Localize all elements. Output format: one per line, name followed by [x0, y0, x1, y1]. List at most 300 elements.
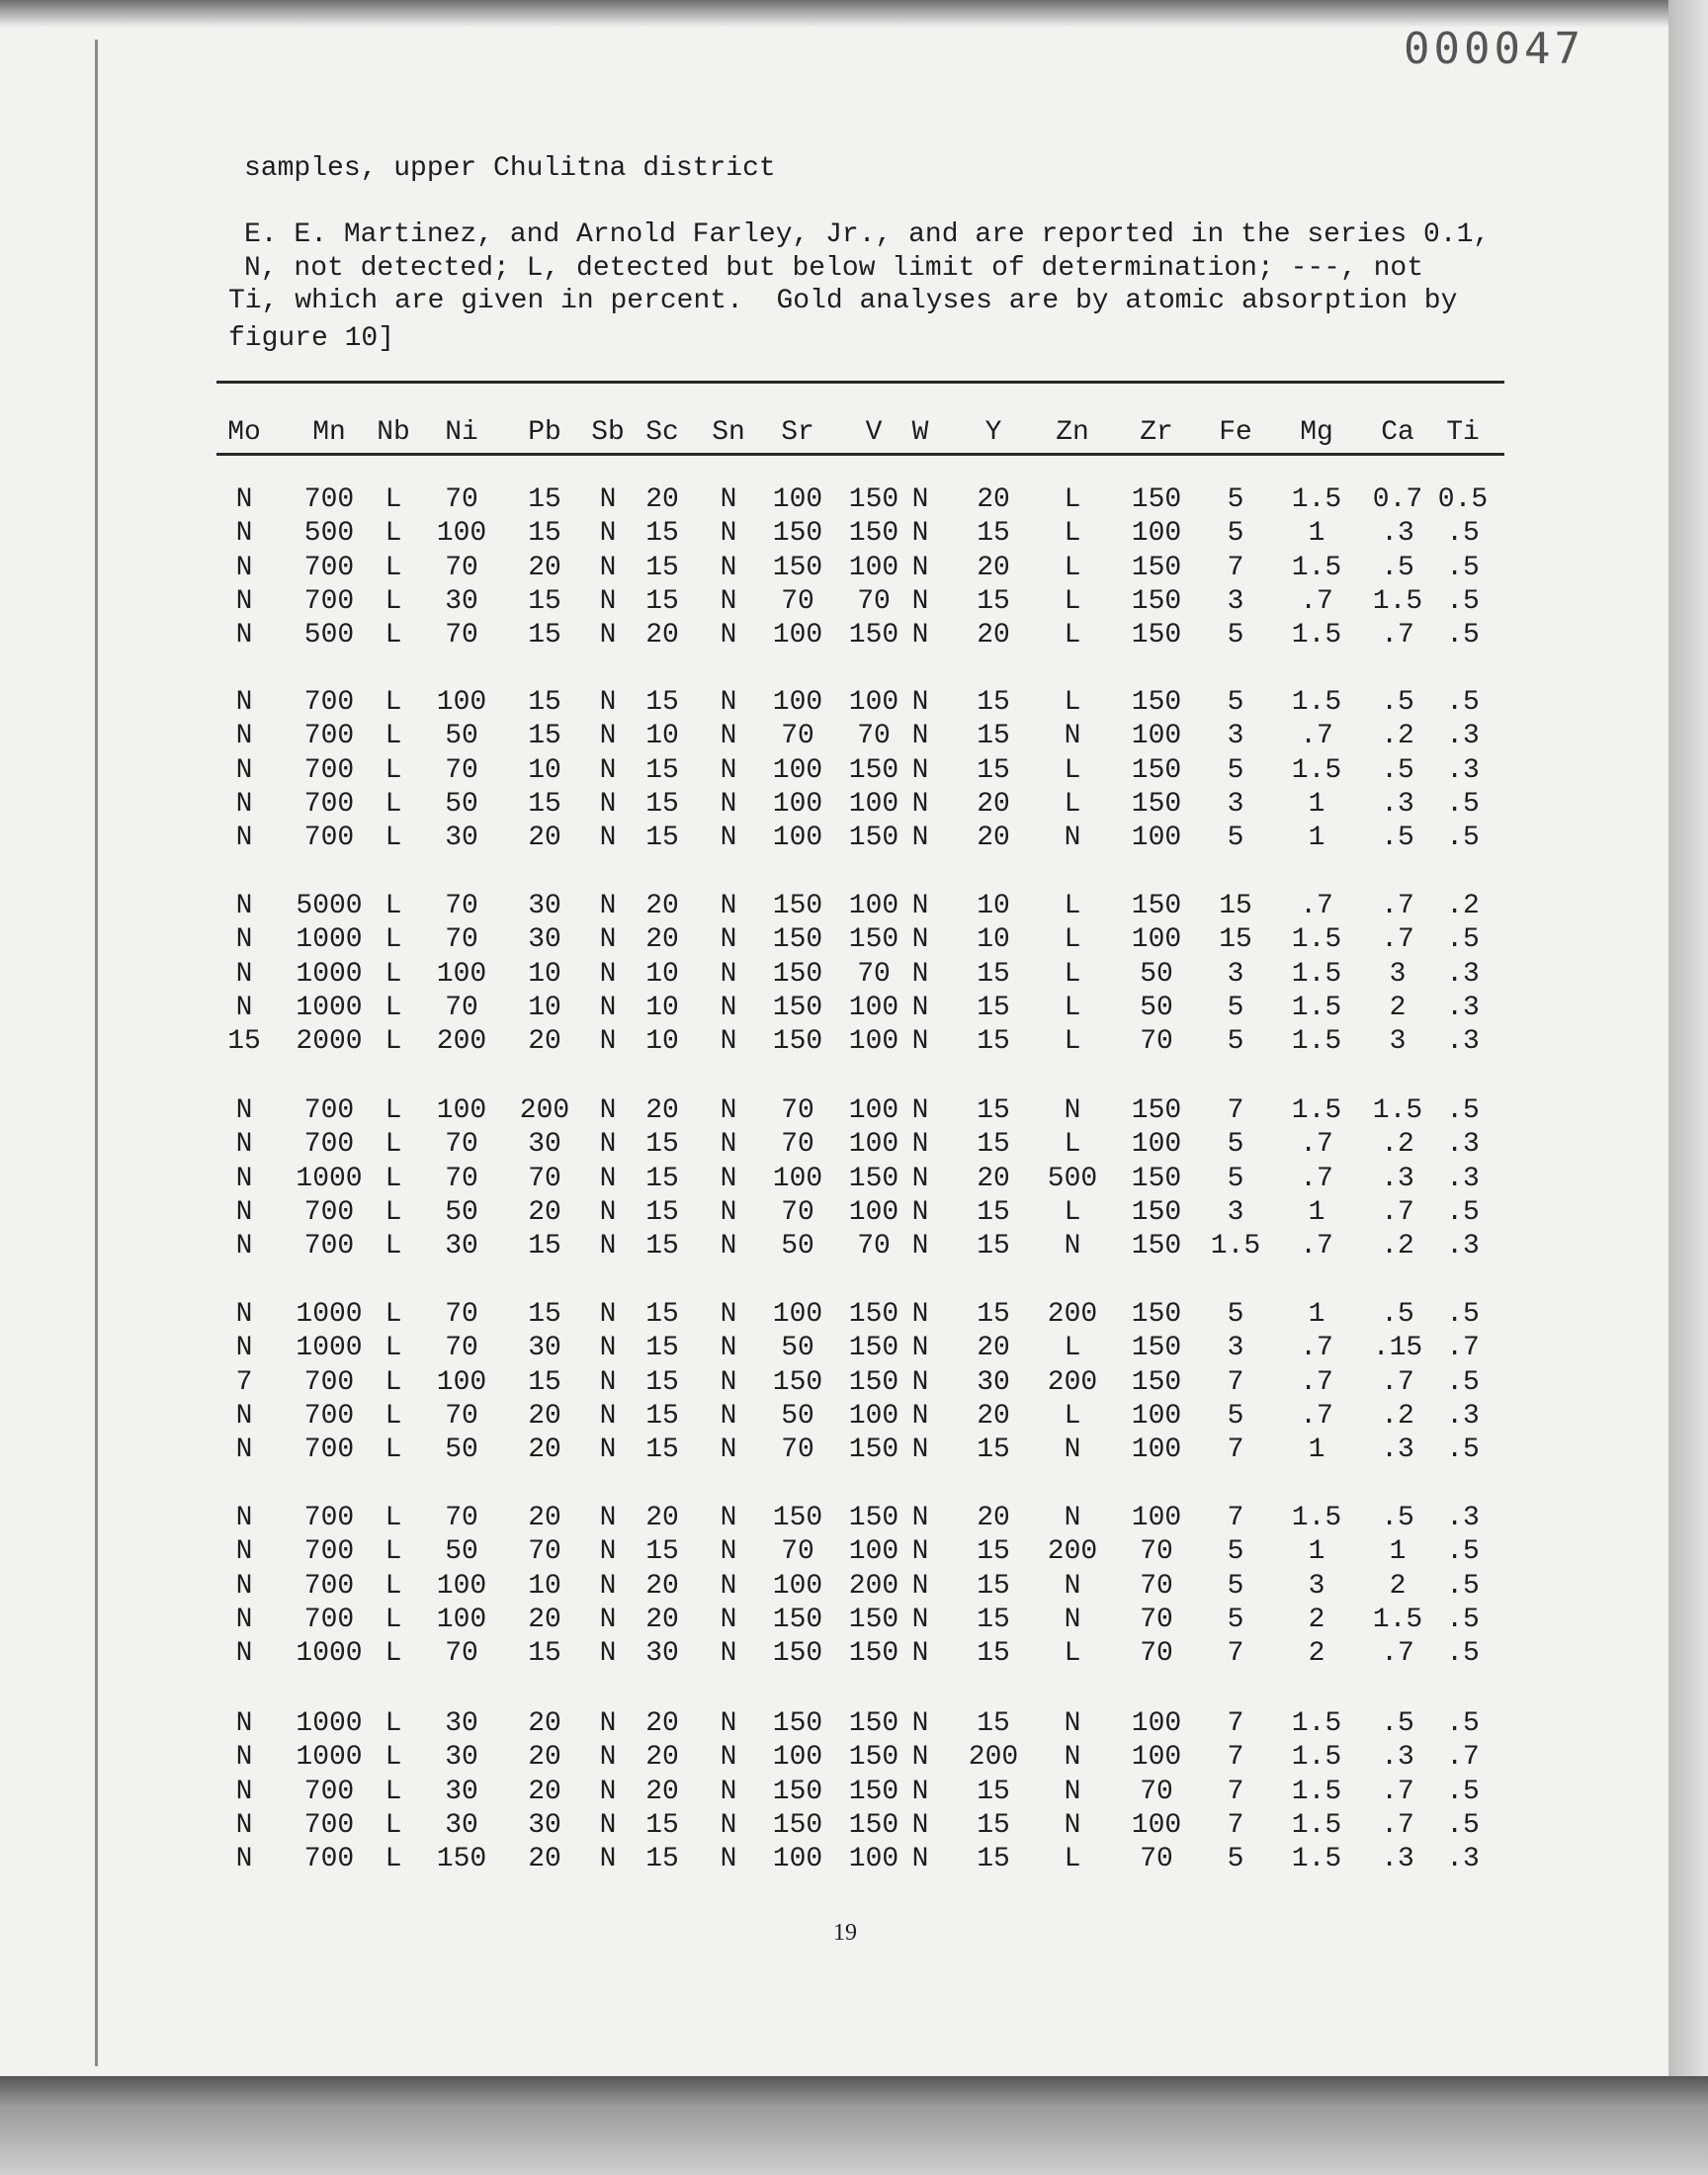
- table-cell-pb: 15: [528, 721, 561, 752]
- column-header-y: Y: [984, 417, 1002, 448]
- table-cell-v: 70: [857, 585, 891, 617]
- table-cell-sb: N: [599, 1366, 617, 1398]
- table-cell-sc: 15: [645, 823, 679, 854]
- table-cell-pb: 15: [528, 585, 561, 617]
- table-cell-pb: 70: [528, 1163, 561, 1194]
- page-stamp-number: 000047: [1404, 24, 1584, 74]
- table-cell-ni: 30: [445, 1231, 478, 1262]
- table-cell-ni: 70: [445, 1129, 478, 1161]
- table-cell-mo: N: [235, 992, 253, 1023]
- table-cell-fe: 7: [1227, 1809, 1244, 1841]
- table-cell-ti: .5: [1446, 1435, 1480, 1466]
- table-cell-zn: N: [1064, 1776, 1081, 1807]
- table-cell-ti: .7: [1446, 1333, 1480, 1364]
- column-header-sb: Sb: [591, 417, 625, 448]
- table-cell-sn: N: [720, 1570, 737, 1602]
- table-cell-v: 100: [848, 1536, 899, 1568]
- table-cell-nb: L: [384, 924, 402, 956]
- table-cell-mg: 1.5: [1291, 1095, 1342, 1126]
- table-cell-sn: N: [720, 1435, 737, 1466]
- table-cell-pb: 30: [528, 1129, 561, 1161]
- table-cell-mg: .7: [1300, 1163, 1333, 1194]
- table-cell-mo: N: [235, 687, 253, 718]
- table-cell-zn: L: [1064, 992, 1081, 1023]
- table-cell-y: 15: [977, 1809, 1010, 1841]
- table-cell-sn: N: [720, 1776, 737, 1807]
- table-cell-y: 20: [977, 552, 1010, 583]
- column-header-nb: Nb: [377, 417, 410, 448]
- caption-line-5: figure 10]: [228, 323, 395, 354]
- table-cell-sc: 10: [645, 992, 679, 1023]
- table-cell-ca: 1.5: [1372, 585, 1423, 617]
- table-cell-fe: 3: [1227, 1333, 1244, 1364]
- table-cell-sb: N: [599, 1570, 617, 1602]
- table-cell-zr: 100: [1131, 1708, 1182, 1739]
- table-cell-pb: 15: [528, 484, 561, 515]
- table-cell-sc: 20: [645, 1742, 679, 1774]
- table-cell-ni: 100: [436, 1604, 487, 1635]
- table-cell-w: N: [911, 1366, 929, 1398]
- table-cell-sc: 20: [645, 1570, 679, 1602]
- table-cell-w: N: [911, 1776, 929, 1807]
- table-cell-sb: N: [599, 585, 617, 617]
- table-cell-ca: .15: [1372, 1333, 1423, 1364]
- caption-line-3: N, not detected; L, detected but below limit of determination; ---, not: [244, 253, 1423, 284]
- table-cell-ca: .7: [1381, 924, 1414, 956]
- table-cell-nb: L: [384, 484, 402, 515]
- table-cell-ca: .5: [1381, 552, 1414, 583]
- table-cell-sb: N: [599, 1129, 617, 1161]
- table-cell-nb: L: [384, 1163, 402, 1194]
- table-cell-sn: N: [720, 518, 737, 550]
- table-cell-ni: 70: [445, 924, 478, 956]
- table-cell-mn: 700: [303, 1435, 355, 1466]
- table-cell-mo: N: [235, 552, 253, 583]
- table-cell-mg: .7: [1300, 891, 1333, 921]
- table-cell-sn: N: [720, 891, 737, 921]
- table-cell-pb: 15: [528, 788, 561, 820]
- table-cell-mn: 700: [303, 1196, 355, 1228]
- table-cell-mg: 1: [1308, 518, 1325, 550]
- table-cell-sc: 20: [645, 620, 679, 652]
- table-cell-sb: N: [599, 788, 617, 820]
- table-cell-sn: N: [720, 484, 737, 515]
- table-cell-sr: 150: [772, 1638, 823, 1670]
- table-cell-pb: 15: [528, 1299, 561, 1330]
- table-cell-fe: 1.5: [1210, 1231, 1261, 1262]
- table-cell-w: N: [911, 518, 929, 550]
- table-cell-zn: N: [1064, 1435, 1081, 1466]
- table-cell-sc: 15: [645, 1536, 679, 1568]
- table-cell-ca: 3: [1389, 1026, 1407, 1058]
- table-cell-w: N: [911, 754, 929, 786]
- table-cell-mn: 2000: [296, 1026, 363, 1058]
- table-cell-zr: 50: [1140, 958, 1173, 990]
- table-cell-pb: 20: [528, 823, 561, 854]
- table-cell-zr: 100: [1131, 1400, 1182, 1432]
- table-cell-zr: 150: [1131, 788, 1182, 820]
- table-cell-ni: 70: [445, 1400, 478, 1432]
- table-cell-sc: 20: [645, 891, 679, 921]
- table-cell-sb: N: [599, 1776, 617, 1807]
- table-cell-fe: 5: [1227, 992, 1244, 1023]
- table-cell-ti: .3: [1446, 754, 1480, 786]
- table-cell-ti: .3: [1446, 1026, 1480, 1058]
- table-cell-zn: L: [1064, 754, 1081, 786]
- table-cell-zr: 70: [1140, 1026, 1173, 1058]
- table-cell-y: 20: [977, 1333, 1010, 1364]
- table-cell-sr: 150: [772, 1026, 823, 1058]
- table-cell-mg: 1.5: [1291, 992, 1342, 1023]
- table-cell-mo: N: [235, 1129, 253, 1161]
- table-cell-sn: N: [720, 1129, 737, 1161]
- table-cell-mg: 1: [1308, 1299, 1325, 1330]
- table-cell-ca: .2: [1381, 1231, 1414, 1262]
- table-cell-y: 200: [968, 1742, 1019, 1774]
- table-cell-w: N: [911, 1299, 929, 1330]
- caption-line-4: Ti, which are given in percent. Gold analyses are by atomic absorption by: [228, 286, 1458, 316]
- table-cell-sc: 15: [645, 1435, 679, 1466]
- table-cell-sn: N: [720, 1366, 737, 1398]
- table-cell-ca: .3: [1381, 1163, 1414, 1194]
- table-cell-w: N: [911, 1435, 929, 1466]
- table-cell-v: 150: [848, 1638, 899, 1670]
- table-cell-v: 150: [848, 1776, 899, 1807]
- table-cell-y: 15: [977, 721, 1010, 752]
- table-cell-sc: 15: [645, 552, 679, 583]
- table-cell-zr: 100: [1131, 1742, 1182, 1774]
- table-cell-y: 20: [977, 1400, 1010, 1432]
- table-cell-sr: 150: [772, 552, 823, 583]
- table-cell-w: N: [911, 823, 929, 854]
- table-cell-sn: N: [720, 754, 737, 786]
- table-cell-fe: 7: [1227, 1708, 1244, 1739]
- table-cell-pb: 30: [528, 1333, 561, 1364]
- table-cell-y: 20: [977, 823, 1010, 854]
- table-cell-sn: N: [720, 1638, 737, 1670]
- table-cell-nb: L: [384, 1400, 402, 1432]
- table-cell-nb: L: [384, 1536, 402, 1568]
- table-cell-zr: 150: [1131, 1095, 1182, 1126]
- table-cell-mo: N: [235, 958, 253, 990]
- table-cell-ni: 50: [445, 1196, 478, 1228]
- table-cell-zn: L: [1064, 1638, 1081, 1670]
- table-cell-sb: N: [599, 1163, 617, 1194]
- table-cell-sb: N: [599, 754, 617, 786]
- table-cell-sr: 100: [772, 1742, 823, 1774]
- table-cell-ti: .3: [1446, 1129, 1480, 1161]
- table-cell-sr: 150: [772, 1776, 823, 1807]
- table-cell-sn: N: [720, 1742, 737, 1774]
- table-cell-mo: N: [235, 1536, 253, 1568]
- column-header-ca: Ca: [1381, 417, 1414, 448]
- table-cell-pb: 15: [528, 687, 561, 718]
- table-cell-ti: .5: [1446, 1570, 1480, 1602]
- table-cell-y: 20: [977, 788, 1010, 820]
- table-cell-mo: N: [235, 1742, 253, 1774]
- table-cell-y: 20: [977, 484, 1010, 515]
- table-cell-ca: .7: [1381, 1776, 1414, 1807]
- column-header-ti: Ti: [1446, 417, 1480, 448]
- table-cell-mo: N: [235, 1570, 253, 1602]
- table-cell-fe: 5: [1227, 1163, 1244, 1194]
- table-cell-mn: 700: [303, 721, 355, 752]
- table-cell-w: N: [911, 1809, 929, 1841]
- table-cell-ni: 100: [436, 687, 487, 718]
- table-cell-ni: 100: [436, 1366, 487, 1398]
- table-cell-mg: 1.5: [1291, 552, 1342, 583]
- table-cell-zr: 100: [1131, 1435, 1182, 1466]
- table-cell-zr: 150: [1131, 1163, 1182, 1194]
- table-cell-zn: L: [1064, 891, 1081, 921]
- table-cell-sr: 70: [781, 1095, 814, 1126]
- table-cell-v: 100: [848, 992, 899, 1023]
- table-cell-sb: N: [599, 891, 617, 921]
- table-cell-mg: 1: [1308, 1536, 1325, 1568]
- table-cell-sb: N: [599, 1503, 617, 1533]
- table-cell-ni: 50: [445, 1536, 478, 1568]
- table-cell-mo: N: [235, 1638, 253, 1670]
- table-cell-sb: N: [599, 687, 617, 718]
- table-cell-fe: 15: [1219, 924, 1252, 956]
- table-cell-mg: .7: [1300, 585, 1333, 617]
- column-header-zn: Zn: [1056, 417, 1089, 448]
- table-cell-ca: .5: [1381, 823, 1414, 854]
- table-cell-mn: 700: [303, 1095, 355, 1126]
- table-cell-sb: N: [599, 1708, 617, 1739]
- table-cell-ti: .5: [1446, 788, 1480, 820]
- table-cell-sb: N: [599, 552, 617, 583]
- table-cell-mn: 1000: [296, 1708, 363, 1739]
- table-cell-zr: 100: [1131, 721, 1182, 752]
- table-cell-y: 15: [977, 1536, 1010, 1568]
- table-cell-ca: .3: [1381, 518, 1414, 550]
- table-cell-v: 150: [848, 1604, 899, 1635]
- table-cell-zn: 200: [1047, 1366, 1098, 1398]
- table-cell-zr: 70: [1140, 1638, 1173, 1670]
- table-cell-y: 15: [977, 1604, 1010, 1635]
- table-cell-mg: .7: [1300, 1129, 1333, 1161]
- table-cell-nb: L: [384, 1708, 402, 1739]
- table-cell-ca: .2: [1381, 1400, 1414, 1432]
- table-cell-sr: 70: [781, 1129, 814, 1161]
- table-cell-v: 150: [848, 1333, 899, 1364]
- table-cell-ca: 2: [1389, 992, 1407, 1023]
- table-cell-fe: 7: [1227, 552, 1244, 583]
- table-cell-mg: 1.5: [1291, 1809, 1342, 1841]
- table-cell-zr: 150: [1131, 1299, 1182, 1330]
- table-cell-w: N: [911, 1844, 929, 1875]
- table-cell-y: 30: [977, 1366, 1010, 1398]
- table-cell-ni: 30: [445, 1742, 478, 1774]
- table-cell-sr: 50: [781, 1231, 814, 1262]
- table-cell-mo: N: [235, 1776, 253, 1807]
- table-cell-zn: L: [1064, 924, 1081, 956]
- table-cell-zn: N: [1064, 1503, 1081, 1533]
- table-cell-mn: 700: [303, 754, 355, 786]
- table-cell-y: 15: [977, 1129, 1010, 1161]
- table-cell-zr: 70: [1140, 1570, 1173, 1602]
- table-cell-nb: L: [384, 754, 402, 786]
- table-cell-sn: N: [720, 1026, 737, 1058]
- table-cell-sr: 70: [781, 585, 814, 617]
- table-cell-sc: 15: [645, 1333, 679, 1364]
- table-cell-sb: N: [599, 924, 617, 956]
- table-cell-zr: 70: [1140, 1536, 1173, 1568]
- table-cell-zr: 150: [1131, 754, 1182, 786]
- table-cell-mn: 1000: [296, 1742, 363, 1774]
- table-cell-nb: L: [384, 1776, 402, 1807]
- table-cell-mo: N: [235, 754, 253, 786]
- table-cell-zn: L: [1064, 1129, 1081, 1161]
- table-cell-pb: 20: [528, 1604, 561, 1635]
- table-cell-sb: N: [599, 1026, 617, 1058]
- table-cell-ni: 70: [445, 992, 478, 1023]
- table-cell-fe: 7: [1227, 1742, 1244, 1774]
- table-cell-v: 150: [848, 754, 899, 786]
- table-cell-sr: 150: [772, 1503, 823, 1533]
- table-cell-sc: 15: [645, 788, 679, 820]
- table-cell-ca: .7: [1381, 1809, 1414, 1841]
- table-cell-ni: 70: [445, 552, 478, 583]
- table-cell-sn: N: [720, 1196, 737, 1228]
- table-cell-mn: 1000: [296, 992, 363, 1023]
- table-cell-mo: N: [235, 620, 253, 652]
- table-cell-ti: .5: [1446, 924, 1480, 956]
- table-cell-ti: .3: [1446, 958, 1480, 990]
- table-cell-sb: N: [599, 992, 617, 1023]
- table-cell-nb: L: [384, 788, 402, 820]
- table-cell-w: N: [911, 1163, 929, 1194]
- table-cell-mo: N: [235, 1299, 253, 1330]
- table-cell-sb: N: [599, 1604, 617, 1635]
- table-cell-ca: .5: [1381, 1299, 1414, 1330]
- table-cell-pb: 20: [528, 1026, 561, 1058]
- table-cell-sn: N: [720, 687, 737, 718]
- table-cell-v: 100: [848, 1400, 899, 1432]
- table-cell-v: 150: [848, 1742, 899, 1774]
- table-cell-ca: 1: [1389, 1536, 1407, 1568]
- table-cell-sc: 15: [645, 1844, 679, 1875]
- table-cell-fe: 5: [1227, 1844, 1244, 1875]
- table-cell-v: 150: [848, 1435, 899, 1466]
- table-cell-sr: 70: [781, 1196, 814, 1228]
- table-cell-fe: 3: [1227, 721, 1244, 752]
- table-cell-nb: L: [384, 1809, 402, 1841]
- table-cell-sb: N: [599, 1536, 617, 1568]
- table-cell-pb: 10: [528, 754, 561, 786]
- table-cell-mn: 700: [303, 1809, 355, 1841]
- table-cell-ni: 70: [445, 891, 478, 921]
- table-cell-sb: N: [599, 1231, 617, 1262]
- table-cell-w: N: [911, 788, 929, 820]
- table-cell-pb: 10: [528, 1570, 561, 1602]
- table-cell-sc: 15: [645, 754, 679, 786]
- table-cell-ni: 70: [445, 754, 478, 786]
- table-cell-zn: L: [1064, 1333, 1081, 1364]
- table-cell-mn: 1000: [296, 1163, 363, 1194]
- table-cell-sn: N: [720, 1333, 737, 1364]
- table-cell-ti: .3: [1446, 1844, 1480, 1875]
- table-cell-nb: L: [384, 1333, 402, 1364]
- table-cell-nb: L: [384, 1435, 402, 1466]
- table-cell-zr: 100: [1131, 1809, 1182, 1841]
- table-cell-v: 100: [848, 687, 899, 718]
- table-cell-v: 150: [848, 518, 899, 550]
- table-cell-sc: 15: [645, 1400, 679, 1432]
- table-cell-sc: 15: [645, 1809, 679, 1841]
- table-cell-pb: 70: [528, 1536, 561, 1568]
- table-cell-mo: 7: [235, 1366, 253, 1398]
- table-cell-ni: 30: [445, 585, 478, 617]
- table-cell-sb: N: [599, 721, 617, 752]
- table-top-rule: [216, 381, 1504, 384]
- table-cell-ca: .5: [1381, 754, 1414, 786]
- table-cell-v: 70: [857, 958, 891, 990]
- table-cell-ti: .3: [1446, 1400, 1480, 1432]
- table-cell-sr: 150: [772, 1366, 823, 1398]
- table-cell-mn: 500: [303, 518, 355, 550]
- table-cell-v: 150: [848, 1163, 899, 1194]
- table-cell-pb: 10: [528, 958, 561, 990]
- table-cell-mo: N: [235, 1809, 253, 1841]
- table-cell-ti: .5: [1446, 687, 1480, 718]
- table-cell-sr: 150: [772, 958, 823, 990]
- table-cell-pb: 15: [528, 1231, 561, 1262]
- table-cell-sn: N: [720, 585, 737, 617]
- table-cell-nb: L: [384, 620, 402, 652]
- table-cell-pb: 200: [519, 1095, 570, 1126]
- table-cell-fe: 7: [1227, 1095, 1244, 1126]
- table-cell-ti: .5: [1446, 1366, 1480, 1398]
- table-cell-sr: 50: [781, 1400, 814, 1432]
- table-cell-ni: 70: [445, 1333, 478, 1364]
- table-cell-ni: 100: [436, 518, 487, 550]
- table-cell-zr: 100: [1131, 1129, 1182, 1161]
- table-cell-v: 150: [848, 620, 899, 652]
- table-cell-ni: 150: [436, 1844, 487, 1875]
- table-cell-y: 15: [977, 518, 1010, 550]
- table-cell-y: 15: [977, 585, 1010, 617]
- table-cell-sn: N: [720, 1400, 737, 1432]
- table-cell-ti: .3: [1446, 721, 1480, 752]
- table-cell-zn: L: [1064, 1196, 1081, 1228]
- table-cell-sc: 15: [645, 1366, 679, 1398]
- table-cell-w: N: [911, 1503, 929, 1533]
- table-cell-y: 15: [977, 1776, 1010, 1807]
- table-cell-pb: 20: [528, 1503, 561, 1533]
- table-cell-sr: 100: [772, 687, 823, 718]
- table-cell-v: 70: [857, 721, 891, 752]
- table-cell-zn: L: [1064, 788, 1081, 820]
- table-cell-w: N: [911, 484, 929, 515]
- table-cell-mn: 5000: [296, 891, 363, 921]
- table-cell-zn: N: [1064, 1742, 1081, 1774]
- table-cell-nb: L: [384, 958, 402, 990]
- table-cell-v: 200: [848, 1570, 899, 1602]
- table-cell-w: N: [911, 1536, 929, 1568]
- table-cell-mn: 1000: [296, 1333, 363, 1364]
- table-cell-nb: L: [384, 552, 402, 583]
- table-cell-sr: 150: [772, 891, 823, 921]
- column-header-mo: Mo: [227, 417, 261, 448]
- table-cell-sn: N: [720, 1708, 737, 1739]
- table-cell-ni: 70: [445, 1503, 478, 1533]
- table-cell-nb: L: [384, 1299, 402, 1330]
- table-cell-mo: N: [235, 1503, 253, 1533]
- table-cell-pb: 15: [528, 518, 561, 550]
- table-cell-zn: L: [1064, 484, 1081, 515]
